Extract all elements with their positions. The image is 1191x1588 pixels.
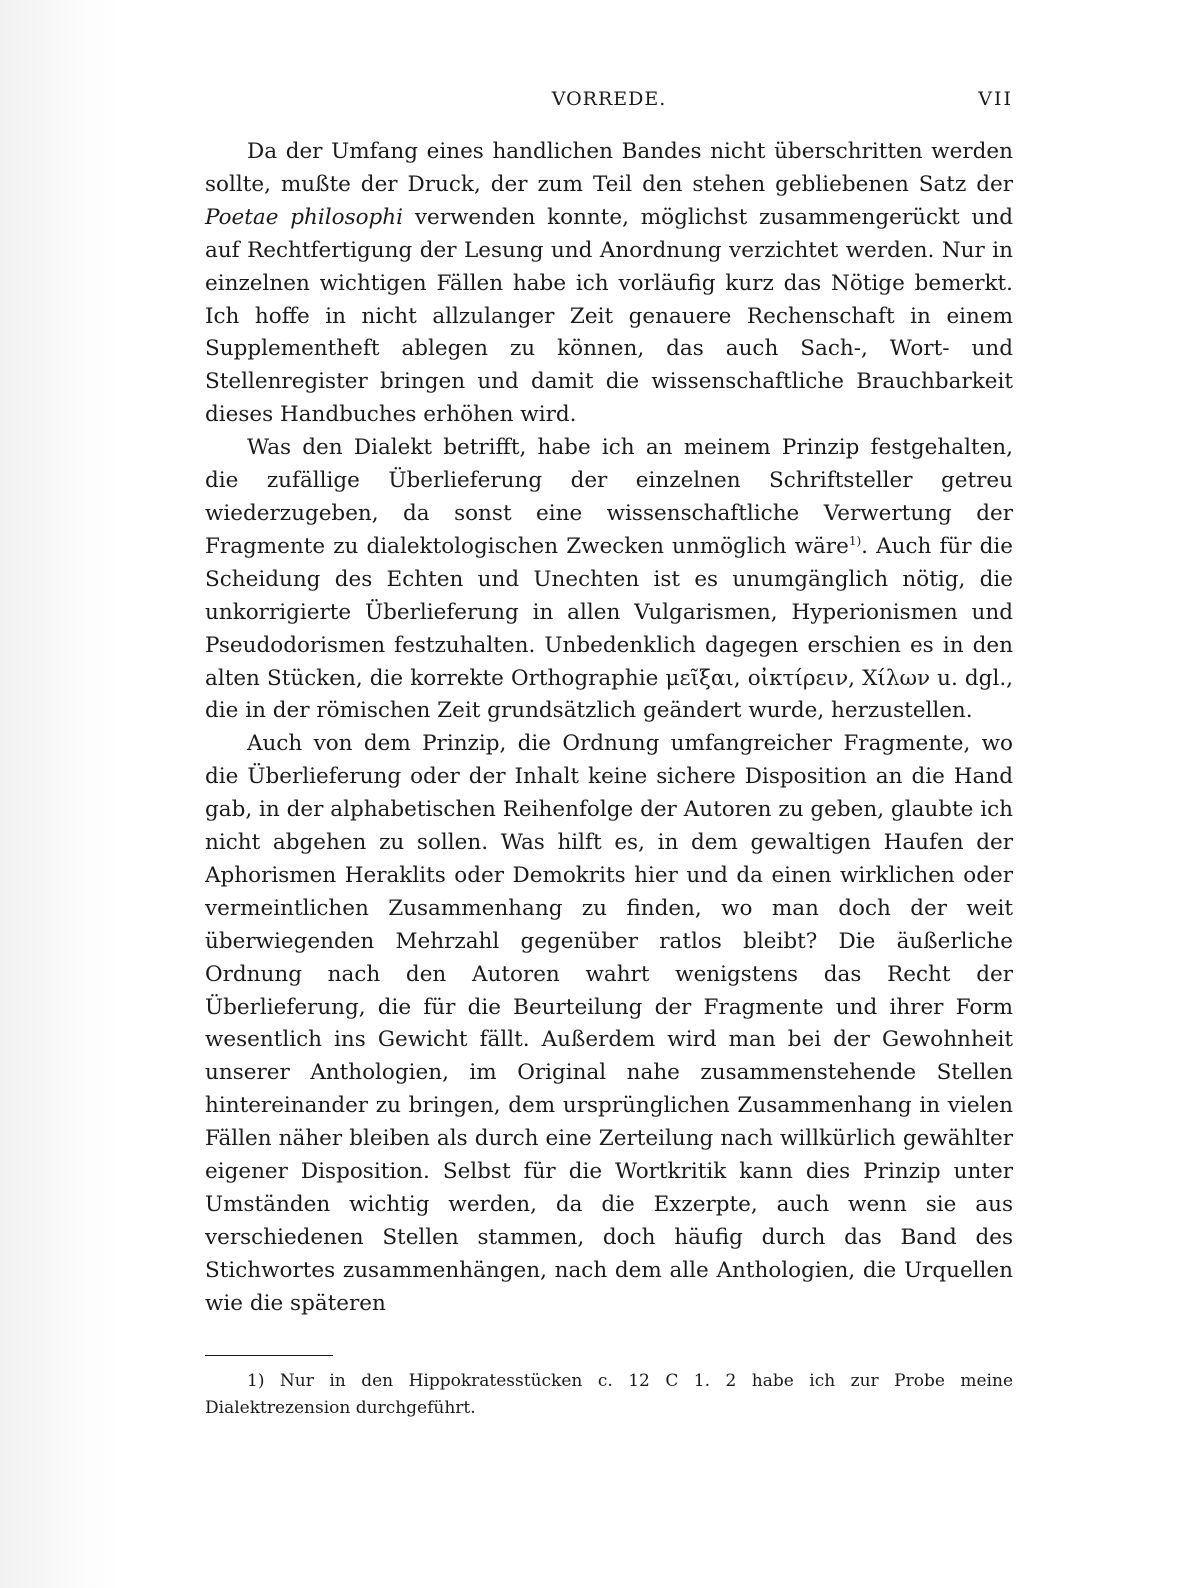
- paragraph-1-text-end: verwenden konnte, möglichst zusammengerückt und auf Rechtfertigung der Lesung und Anordnung verzichtet werden. Nur in einzelnen wichtigen Fällen habe ich vorläufig kurz das Nötige bemerkt. Ich hoffe in nicht allzulanger Zeit genauere Rechenschaft in einem Supplementheft ablegen zu können, das auch Sach-, Wort- und Stellenregister bringen und damit die wissenschaftliche Brauchbarkeit dieses Handbuches erhöhen wird.: [205, 204, 1013, 428]
- page-number: VII: [978, 88, 1013, 110]
- footnote: [205, 1368, 1013, 1422]
- body-text: [205, 136, 1013, 1321]
- paragraph-1-text-start: Da der Umfang eines handlichen Bandes nicht überschritten werden sollte, mußte der Druck, der zum Teil den stehen gebliebenen Satz der: [205, 139, 1013, 197]
- paragraph-2: [205, 432, 1013, 728]
- paragraph-3: Auch von dem Prinzip, die Ordnung umfangreicher Fragmente, wo die Überlieferung oder der Inhalt keine sichere Disposition an die Hand gab, in der alphabetischen Reihenfolge der Autoren zu geben, glaubte ich nicht abgehen zu sollen. Was hilft es, in dem gewaltigen Haufen der Aphorismen Heraklits oder Demokrits hier und da einen wirklichen oder vermeintlichen Zusammenhang zu finden, wo man doch der weit überwiegenden Mehrzahl gegenüber ratlos bleibt? Die äußerliche Ordnung nach den Autoren wahrt wenigstens das Recht der Überlieferung, die für die Beurteilung der Fragmente und ihrer Form wesentlich ins Gewicht fällt. Außerdem wird man bei der Gewohnheit unserer Anthologien, im Original nahe zusammenstehende Stellen hintereinander zu bringen, dem ursprünglichen Zusammenhang in vielen Fällen näher bleiben als durch eine Zerteilung nach willkürlich gewählter eigener Disposition. Selbst für die Wortkritik kann dies Prinzip unter Umständen wichtig werden, da die Exzerpte, auch wenn sie aus verschiedenen Stellen stammen, doch häufig durch das Band des Stichwortes zusammenhängen, nach dem alle Anthologien, die Urquellen wie die späteren: [205, 731, 1013, 1316]
- page-margin-shading: [0, 0, 118, 1588]
- paragraph-2-text-end: . Auch für die Scheidung des Echten und Unechten ist es unumgänglich nötig, die unkorrigierte Überlieferung in allen Vulgarismen, Hyperionismen und Pseudodorismen festzuhalten. Unbedenklich dagegen erschien es in den alten Stücken, die korrekte Orthographie μεῖξαι, οἰκτίρειν, Χίλων u. dgl., die in der römischen Zeit grundsätzlich geändert wurde, herzustellen.: [205, 533, 1014, 724]
- footnote-reference: 1): [848, 533, 862, 548]
- paragraph-2-text-start: Was den Dialekt betrifft, habe ich an meinem Prinzip festgehalten, die zufällige Überlieferung der einzelnen Schriftsteller getreu wiederzugeben, da sonst eine wissenschaftliche Verwertung der Fragmente zu dialektologischen Zwecken unmöglich wäre: [205, 435, 1013, 559]
- footnote-text: Nur in den Hippokratesstücken c. 12 C 1. 2 habe ich zur Probe meine Dialektrezension durchgeführt.: [205, 1370, 1013, 1418]
- paragraph-1: [205, 136, 1013, 432]
- running-head: [205, 88, 1013, 116]
- book-page: [205, 88, 1013, 1422]
- footnote-marker: 1): [247, 1370, 265, 1391]
- italic-title-poetae-philosophi: Poetae philosophi: [205, 204, 404, 230]
- footnote-divider: [205, 1355, 333, 1356]
- running-head-title: VORREDE.: [551, 88, 667, 110]
